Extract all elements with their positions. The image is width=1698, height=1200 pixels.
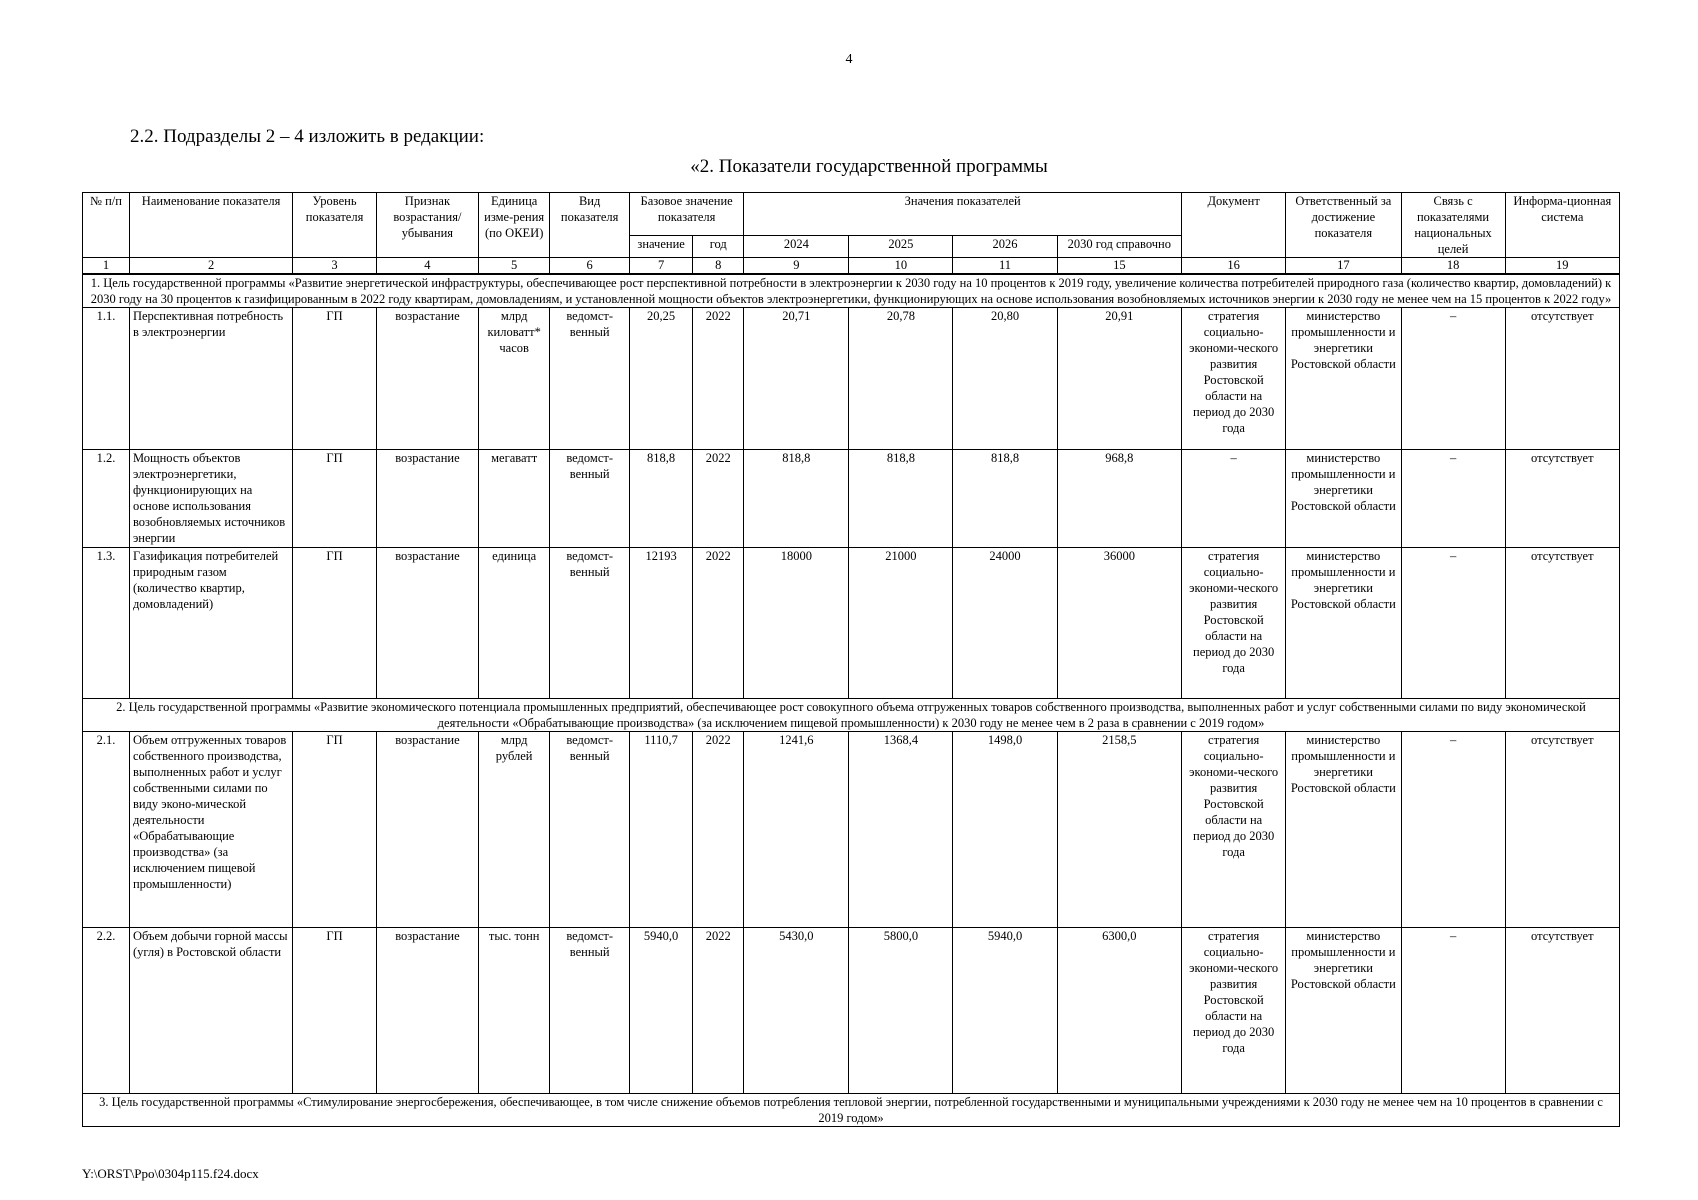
column-number: 18 <box>1401 258 1505 275</box>
header-resp: Ответственный за достижение показателя <box>1286 193 1401 258</box>
header-type: Вид показателя <box>550 193 630 258</box>
row-link: – <box>1401 732 1505 928</box>
column-number: 4 <box>376 258 478 275</box>
row-unit: тыс. тонн <box>478 928 549 1094</box>
row-resp: министерство промышленности и энергетики Ростовской области <box>1286 548 1401 699</box>
goal-row <box>83 274 1620 308</box>
row-value-2030: 6300,0 <box>1057 928 1182 1094</box>
row-base-value: 12193 <box>629 548 692 699</box>
row-level: ГП <box>293 308 377 450</box>
table-row <box>83 450 1620 548</box>
row-num: 2.1. <box>83 732 130 928</box>
goal-row <box>83 1094 1620 1127</box>
header-unit: Единица изме-рения (по ОКЕИ) <box>478 193 549 258</box>
row-type: ведомст-венный <box>550 450 630 548</box>
row-link: – <box>1401 308 1505 450</box>
row-base-value: 20,25 <box>629 308 692 450</box>
row-resp: министерство промышленности и энергетики Ростовской области <box>1286 732 1401 928</box>
row-base-year: 2022 <box>693 928 744 1094</box>
row-base-year: 2022 <box>693 308 744 450</box>
row-unit: млрд киловатт* часов <box>478 308 549 450</box>
header-doc: Документ <box>1182 193 1286 258</box>
row-doc: стратегия социально-экономи-ческого развития Ростовской области на период до 2030 года <box>1182 308 1286 450</box>
indicators-table <box>82 192 1620 1127</box>
row-base-year: 2022 <box>693 548 744 699</box>
column-number: 6 <box>550 258 630 275</box>
column-number: 3 <box>293 258 377 275</box>
header-2026: 2026 <box>953 235 1057 257</box>
row-num: 1.2. <box>83 450 130 548</box>
header-base-value: значение <box>629 235 692 257</box>
header-link: Связь с показателями национальных целей <box>1401 193 1505 258</box>
row-sign: возрастание <box>376 928 478 1094</box>
row-sign: возрастание <box>376 308 478 450</box>
row-info: отсутствует <box>1505 308 1619 450</box>
row-value-2024: 18000 <box>744 548 849 699</box>
row-type: ведомст-венный <box>550 308 630 450</box>
row-value-2024: 20,71 <box>744 308 849 450</box>
header-values: Значения показателей <box>744 193 1182 236</box>
row-doc: стратегия социально-экономи-ческого развития Ростовской области на период до 2030 года <box>1182 548 1286 699</box>
table-row <box>83 928 1620 1094</box>
row-value-2026: 818,8 <box>953 450 1057 548</box>
column-number-row <box>83 258 1620 275</box>
header-row-1 <box>83 193 1620 236</box>
row-info: отсутствует <box>1505 450 1619 548</box>
row-name: Мощность объектов электроэнергетики, функционирующих на основе использования возобновляемых источников энергии <box>129 450 292 548</box>
column-number: 15 <box>1057 258 1182 275</box>
row-level: ГП <box>293 732 377 928</box>
column-number: 1 <box>83 258 130 275</box>
header-info: Информа-ционная система <box>1505 193 1619 258</box>
row-type: ведомст-венный <box>550 548 630 699</box>
row-base-value: 818,8 <box>629 450 692 548</box>
row-base-value: 1110,7 <box>629 732 692 928</box>
column-number: 7 <box>629 258 692 275</box>
row-sign: возрастание <box>376 450 478 548</box>
column-number: 8 <box>693 258 744 275</box>
row-name: Газификация потребителей природным газом (количество квартир, домовладений) <box>129 548 292 699</box>
row-value-2030: 36000 <box>1057 548 1182 699</box>
row-unit: млрд рублей <box>478 732 549 928</box>
row-unit: единица <box>478 548 549 699</box>
row-value-2030: 20,91 <box>1057 308 1182 450</box>
row-info: отсутствует <box>1505 548 1619 699</box>
row-value-2025: 818,8 <box>849 450 953 548</box>
column-number: 2 <box>129 258 292 275</box>
row-resp: министерство промышленности и энергетики Ростовской области <box>1286 450 1401 548</box>
header-sign: Признак возрастания/ убывания <box>376 193 478 258</box>
section-title: «2. Показатели государственной программы <box>690 156 1048 177</box>
row-value-2024: 1241,6 <box>744 732 849 928</box>
row-value-2030: 968,8 <box>1057 450 1182 548</box>
column-number: 17 <box>1286 258 1401 275</box>
row-base-year: 2022 <box>693 732 744 928</box>
row-value-2025: 5800,0 <box>849 928 953 1094</box>
column-number: 5 <box>478 258 549 275</box>
row-info: отсутствует <box>1505 928 1619 1094</box>
goal-text: 2. Цель государственной программы «Развитие экономического потенциала промышленных предприятий, обеспечивающее рост совокупного объема отгруженных товаров собственного производства, выполненных работ и услуг собственными силами по виду экономической деятельности «Обрабатывающие производства» (за исключением пищевой промышленности) к 2030 году не менее чем в 2 раза в сравнении с 2019 годом» <box>83 699 1620 732</box>
row-name: Объем отгруженных товаров собственного производства, выполненных работ и услуг собственными силами по виду эконо-мической деятельности «Обрабатывающие производства» (за исключением пищевой промышленности) <box>129 732 292 928</box>
row-name: Перспективная потребность в электроэнергии <box>129 308 292 450</box>
column-number: 19 <box>1505 258 1619 275</box>
column-number: 16 <box>1182 258 1286 275</box>
row-level: ГП <box>293 548 377 699</box>
row-sign: возрастание <box>376 548 478 699</box>
row-link: – <box>1401 928 1505 1094</box>
row-value-2024: 5430,0 <box>744 928 849 1094</box>
row-value-2025: 1368,4 <box>849 732 953 928</box>
table-row <box>83 308 1620 450</box>
row-value-2026: 5940,0 <box>953 928 1057 1094</box>
table-row <box>83 732 1620 928</box>
column-number: 10 <box>849 258 953 275</box>
column-number: 11 <box>953 258 1057 275</box>
row-level: ГП <box>293 450 377 548</box>
row-value-2025: 21000 <box>849 548 953 699</box>
header-base-year: год <box>693 235 744 257</box>
row-link: – <box>1401 548 1505 699</box>
header-name: Наименование показателя <box>129 193 292 258</box>
row-resp: министерство промышленности и энергетики Ростовской области <box>1286 928 1401 1094</box>
header-2025: 2025 <box>849 235 953 257</box>
row-doc: стратегия социально-экономи-ческого развития Ростовской области на период до 2030 года <box>1182 928 1286 1094</box>
intro-text: 2.2. Подразделы 2 – 4 изложить в редакции: <box>130 126 485 147</box>
header-num: № п/п <box>83 193 130 258</box>
row-unit: мегаватт <box>478 450 549 548</box>
goal-text: 3. Цель государственной программы «Стимулирование энергосбережения, обеспечивающее, в том числе снижение объемов потребления тепловой энергии, потребленной государственными и муниципальными учреждениями к 2030 году не менее чем на 10 процентов в сравнении с 2019 годом» <box>83 1094 1620 1127</box>
row-link: – <box>1401 450 1505 548</box>
row-value-2026: 24000 <box>953 548 1057 699</box>
footer-file-path: Y:\ORST\Ppo\0304p115.f24.docx <box>82 1166 259 1181</box>
table-row <box>83 548 1620 699</box>
row-base-year: 2022 <box>693 450 744 548</box>
row-num: 1.3. <box>83 548 130 699</box>
row-type: ведомст-венный <box>550 732 630 928</box>
header-base: Базовое значение показателя <box>629 193 743 236</box>
goal-row <box>83 699 1620 732</box>
page-number: 4 <box>845 52 853 67</box>
column-number: 9 <box>744 258 849 275</box>
row-value-2025: 20,78 <box>849 308 953 450</box>
row-resp: министерство промышленности и энергетики Ростовской области <box>1286 308 1401 450</box>
row-level: ГП <box>293 928 377 1094</box>
row-value-2026: 20,80 <box>953 308 1057 450</box>
row-name: Объем добычи горной массы (угля) в Ростовской области <box>129 928 292 1094</box>
row-doc: – <box>1182 450 1286 548</box>
header-2024: 2024 <box>744 235 849 257</box>
row-info: отсутствует <box>1505 732 1619 928</box>
row-value-2026: 1498,0 <box>953 732 1057 928</box>
row-num: 2.2. <box>83 928 130 1094</box>
row-value-2030: 2158,5 <box>1057 732 1182 928</box>
row-doc: стратегия социально-экономи-ческого развития Ростовской области на период до 2030 года <box>1182 732 1286 928</box>
header-2030: 2030 год справочно <box>1057 235 1182 257</box>
row-num: 1.1. <box>83 308 130 450</box>
row-value-2024: 818,8 <box>744 450 849 548</box>
row-base-value: 5940,0 <box>629 928 692 1094</box>
row-type: ведомст-венный <box>550 928 630 1094</box>
goal-text: 1. Цель государственной программы «Развитие энергетической инфраструктуры, обеспечивающее рост перспективной потребности в электроэнергии к 2030 году на 10 процентов к 2019 году, увеличение количества потребителей природного газа (количество квартир, домовладений) к 2030 году на 30 процентов к газифицированным в 2022 году квартирам, домовладениям, и установленной мощности объектов электроэнергетики, функционирующих на основе использования возобновляемых источников энергии к 2030 году не менее чем на 15 процентов к 2022 году» <box>83 274 1620 308</box>
row-sign: возрастание <box>376 732 478 928</box>
header-level: Уровень показателя <box>293 193 377 258</box>
